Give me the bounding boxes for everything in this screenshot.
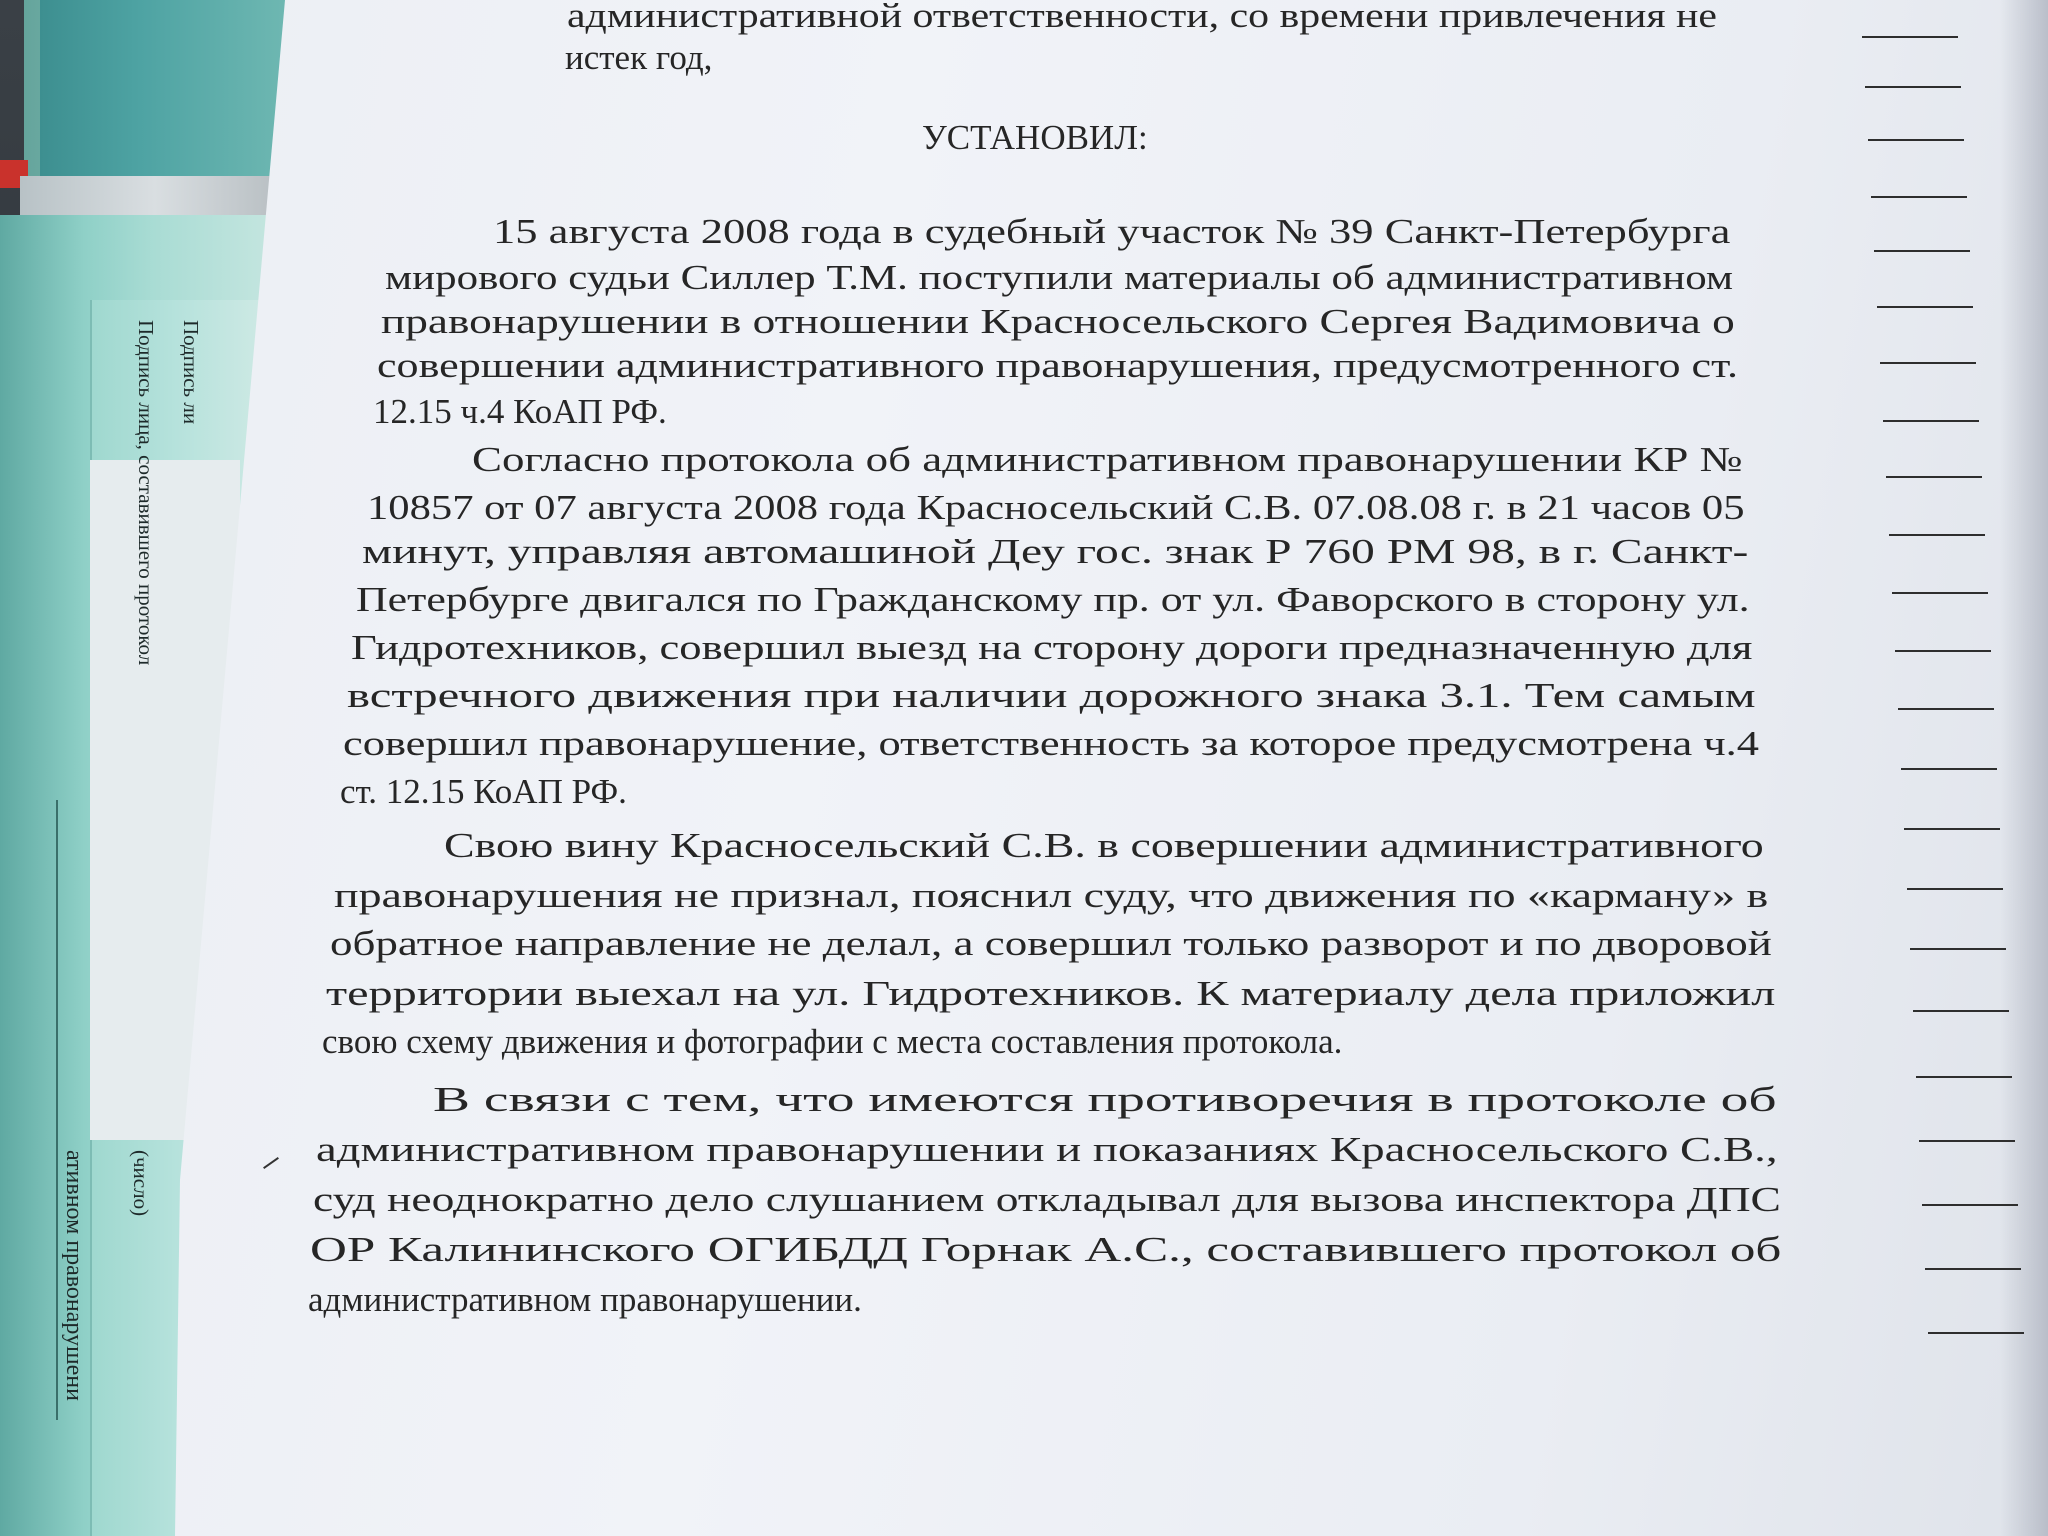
- text-line: минут, управляя автомашиной Деу гос. знак Р 760 РМ 98, в г. Санкт-: [362, 532, 1749, 571]
- text-line: Петербурге двигался по Гражданскому пр. от ул. Фаворского в сторону ул.: [356, 580, 1750, 619]
- text-line: Свою вину Красносельский С.В. в совершении административного: [444, 826, 1764, 865]
- text-line: обратное направление не делал, а совершил только разворот и по дворовой: [330, 924, 1772, 963]
- text-line: 15 августа 2008 года в судебный участок № 39 Санкт-Петербурга: [493, 212, 1731, 251]
- margin-line: [1889, 534, 1985, 536]
- text-line: мирового судьи Силлер Т.М. поступили материалы об административном: [385, 258, 1734, 297]
- margin-line: [1868, 139, 1964, 141]
- margin-line: [1883, 420, 1979, 422]
- text-line: суд неоднократно дело слушанием откладывал для вызова инспектора ДПС: [313, 1180, 1781, 1219]
- margin-line: [1910, 948, 2006, 950]
- text-line: территории выехал на ул. Гидротехников. К материалу дела приложил: [326, 974, 1776, 1013]
- margin-line: [1898, 708, 1994, 710]
- text-line: 10857 от 07 августа 2008 года Красносельский С.В. 07.08.08 г. в 21 часов 05: [367, 488, 1745, 527]
- text-line: административном правонарушении и показаниях Красносельского С.В.,: [316, 1130, 1778, 1169]
- text-line: Согласно протокола об административном правонарушении КР №: [472, 440, 1743, 479]
- margin-line: [1904, 828, 2000, 830]
- margin-line: [1886, 476, 1982, 478]
- text-line: правонарушении в отношении Красносельского Сергея Вадимовича о: [381, 302, 1735, 341]
- folder-vertical-label: ативном правонарушени: [61, 1150, 87, 1401]
- text-line: совершил правонарушение, ответственность за которое предусмотрена ч.4: [343, 724, 1760, 763]
- text-line: административной ответственности, со времени привлечения не: [567, 0, 1717, 35]
- margin-line: [1916, 1076, 2012, 1078]
- text-line: ст. 12.15 КоАП РФ.: [340, 772, 627, 811]
- text-line: ОР Калининского ОГИБДД Горнак А.С., составившего протокол об: [310, 1230, 1782, 1269]
- text-line: административном правонарушении.: [308, 1280, 862, 1319]
- text-line: истек год,: [565, 38, 713, 77]
- margin-line: [1907, 888, 2003, 890]
- folder-vertical-label: Подпись лица, составившего протокол: [134, 320, 158, 666]
- folder-vertical-label: Подпись ли: [179, 320, 203, 425]
- text-line: встречного движения при наличии дорожного знака 3.1. Тем самым: [347, 676, 1756, 715]
- margin-line: [1880, 362, 1976, 364]
- text-line: свою схему движения и фотографии с места составления протокола.: [322, 1022, 1343, 1061]
- page-edge-shadow: [2000, 0, 2048, 1536]
- margin-line: [1865, 86, 1961, 88]
- folder-vertical-label: (число): [129, 1150, 153, 1217]
- text-line: 12.15 ч.4 КоАП РФ.: [373, 392, 667, 431]
- margin-line: [1925, 1268, 2021, 1270]
- text-line: Гидротехников, совершил выезд на сторону дороги предназначенную для: [351, 628, 1753, 667]
- text-line: правонарушения не признал, пояснил суду, что движения по «карману» в: [334, 876, 1769, 915]
- margin-line: [1862, 36, 1958, 38]
- folder-plastic-stripe: [20, 176, 290, 216]
- text-line: В связи с тем, что имеются противоречия в протоколе об: [433, 1080, 1777, 1119]
- margin-line: [1877, 306, 1973, 308]
- margin-line: [1871, 196, 1967, 198]
- section-heading: УСТАНОВИЛ:: [922, 118, 1148, 157]
- text-line: совершении административного правонарушения, предусмотренного ст.: [377, 346, 1739, 385]
- folder-signature-line: [56, 800, 58, 1420]
- folder-top-cover: [40, 0, 290, 190]
- margin-line: [1892, 592, 1988, 594]
- margin-line: [1874, 250, 1970, 252]
- margin-line: [1922, 1204, 2018, 1206]
- margin-line: [1901, 768, 1997, 770]
- margin-line: [1928, 1332, 2024, 1334]
- margin-line: [1919, 1140, 2015, 1142]
- margin-line: [1913, 1010, 2009, 1012]
- margin-line: [1895, 650, 1991, 652]
